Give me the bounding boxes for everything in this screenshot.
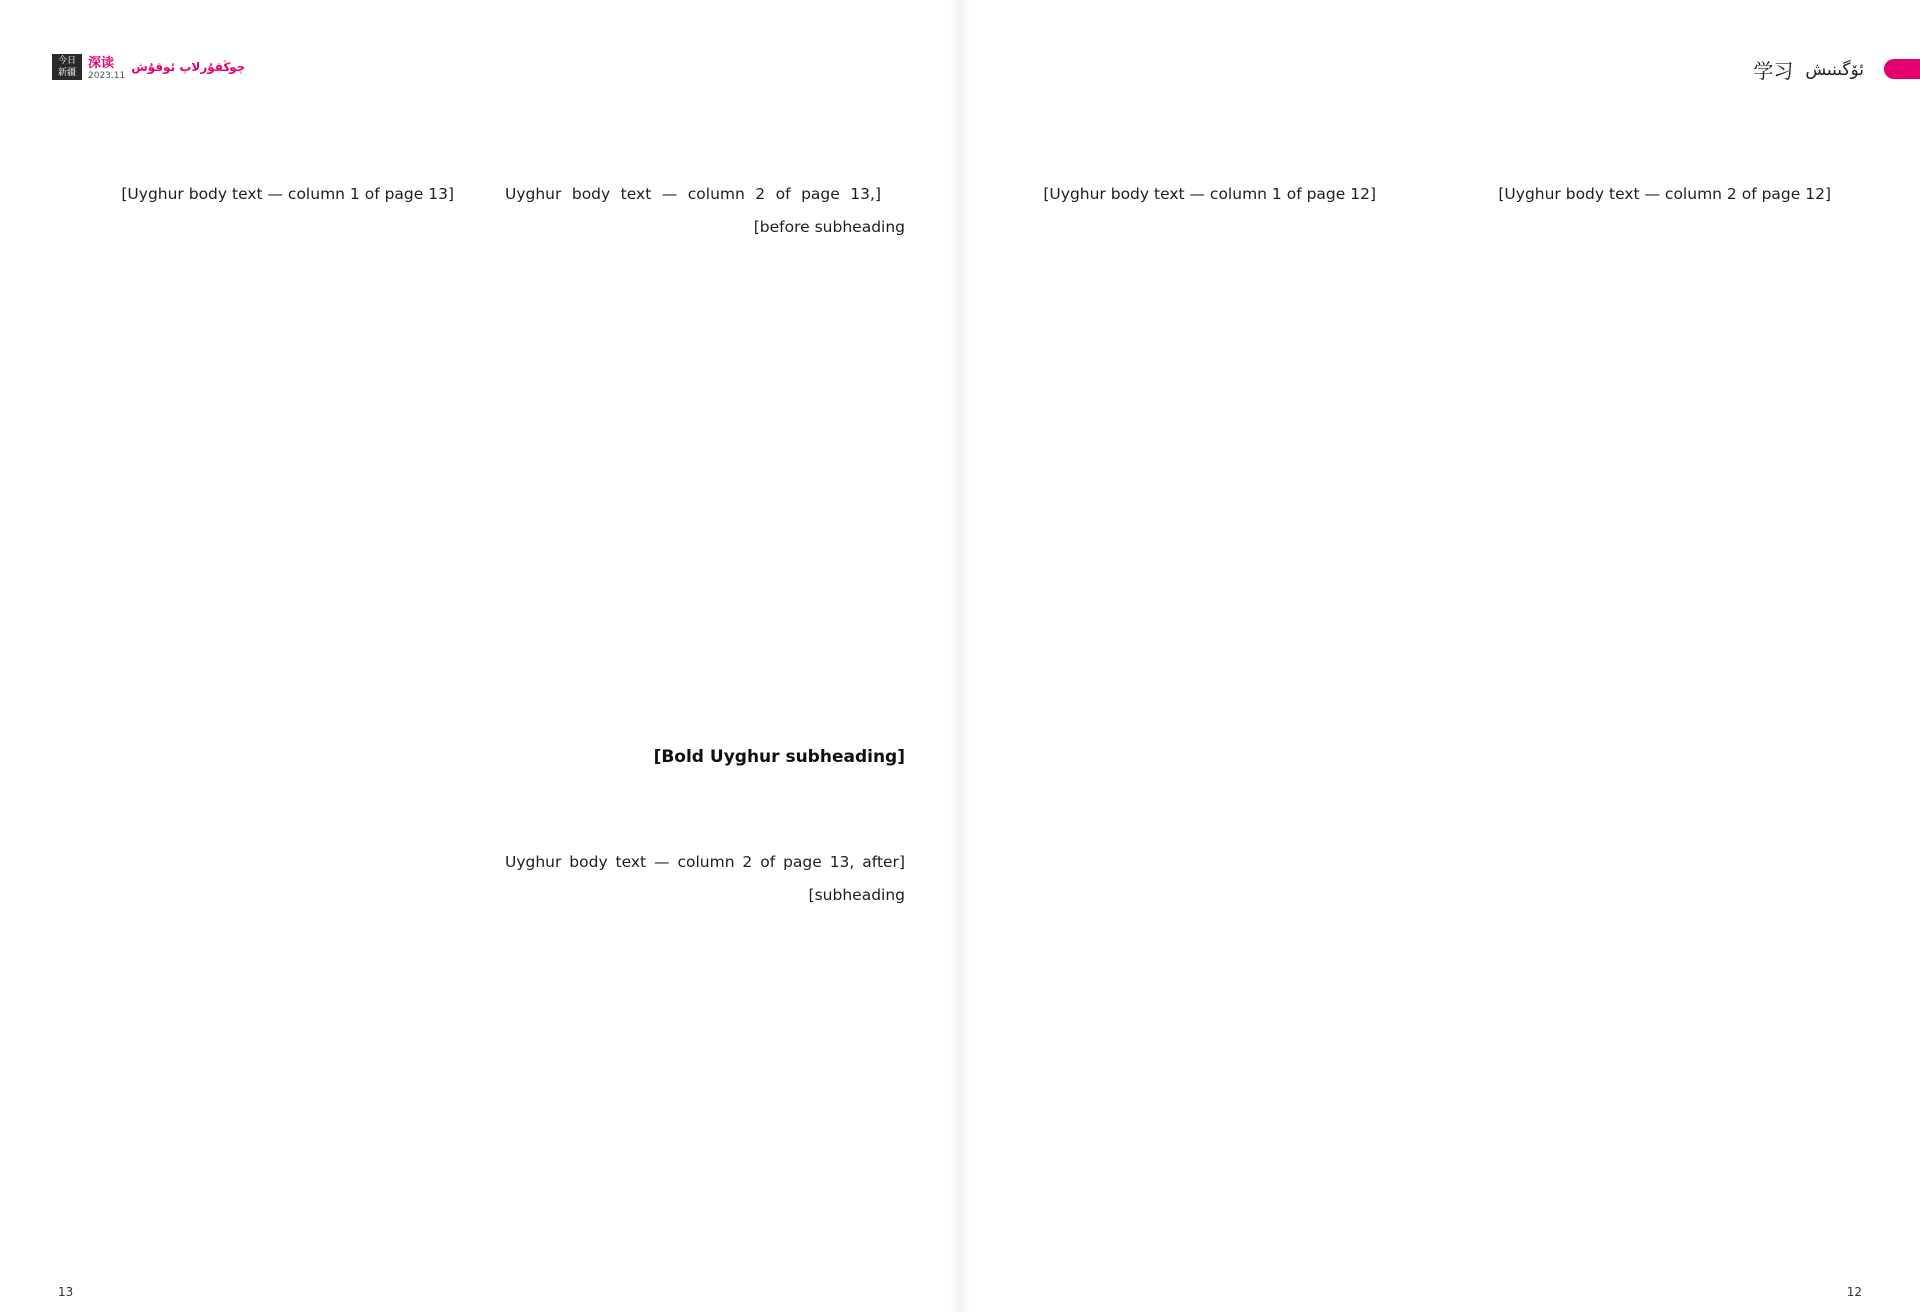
section-subheading: [Bold Uyghur subheading] (653, 747, 905, 767)
left-section-title: چوڭقۇرلاپ ئوقۇش (131, 59, 246, 74)
body-paragraph: [Uyghur body text — column 2 of page 13, before subheading] (505, 185, 905, 236)
right-section-title: ئۆگىنىش (1805, 59, 1864, 80)
column-tag: 深读 (88, 56, 115, 71)
body-paragraph: [Uyghur body text — column 1 of page 13] (121, 185, 454, 203)
body-paragraph: [Uyghur body text — column 1 of page 12] (1043, 185, 1376, 203)
body-paragraph: [Uyghur body text — column 2 of page 13, after subheading] (505, 852, 905, 904)
magazine-logo (52, 54, 82, 80)
left-header (52, 52, 245, 81)
page-number-right: 12 (1846, 1285, 1862, 1299)
pink-section-tab (1884, 59, 1920, 79)
study-glyph: 学习 (1753, 59, 1794, 83)
logo-line-2: 新疆 (57, 67, 76, 78)
column-tag-block (88, 52, 125, 81)
body-column-right-outer (1455, 178, 1855, 211)
page-number-left: 13 (58, 1285, 74, 1299)
body-column-right-inner (1030, 178, 1400, 211)
logo-line-1: 今日 (57, 55, 76, 66)
page-right (960, 0, 1920, 1312)
body-column-left-outer (78, 178, 478, 211)
column-tag-row (88, 52, 125, 71)
body-column-left-inner-continued (505, 830, 905, 927)
body-column-left-inner (505, 178, 905, 244)
right-header (1753, 55, 1864, 84)
issue-date: 2023.11 (88, 71, 126, 81)
body-paragraph: [Uyghur body text — column 2 of page 12] (1498, 185, 1831, 203)
